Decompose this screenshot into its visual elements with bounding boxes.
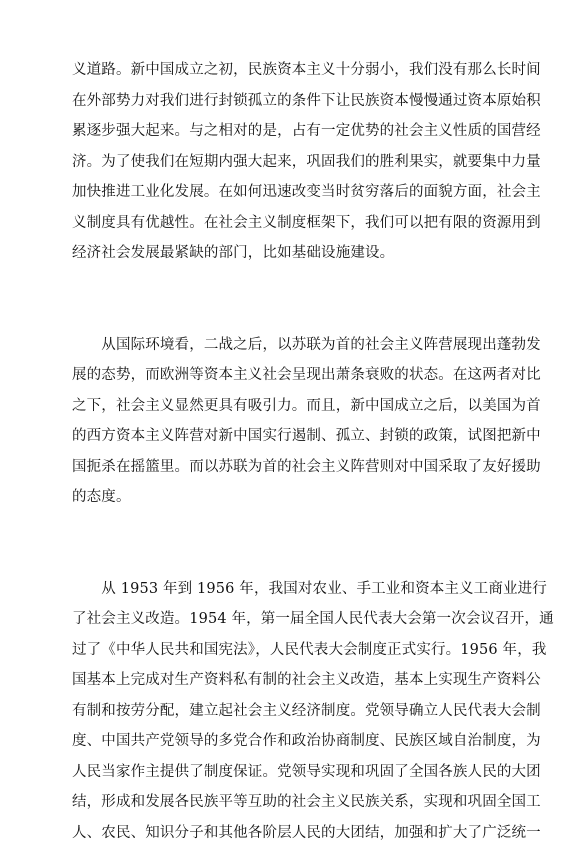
- text-line: 济。为了使我们在短期内强大起来，巩固我们的胜利果实，就要集中力量: [72, 147, 524, 178]
- paragraph-2: [72, 330, 524, 513]
- text-line: 展的态势，而欧洲等资本主义社会呈现出萧条衰败的状态。在这两者对比: [72, 360, 524, 391]
- text-line: 有制和按劳分配，建立起社会主义经济制度。党领导确立人民代表大会制: [72, 696, 524, 727]
- text-line: 经济社会发展最紧缺的部门，比如基础设施建设。: [72, 238, 524, 269]
- text-line: 义道路。新中国成立之初，民族资本主义十分弱小，我们没有那么长时间: [72, 55, 524, 86]
- paragraph-spacer: [72, 513, 524, 574]
- paragraph-1: [72, 55, 524, 269]
- text-line: 结，形成和发展各民族平等互助的社会主义民族关系，实现和巩固全国工: [72, 787, 524, 818]
- text-line: 义制度具有优越性。在社会主义制度框架下，我们可以把有限的资源用到: [72, 208, 524, 239]
- text-line: 累逐步强大起来。与之相对的是，占有一定优势的社会主义性质的国营经: [72, 116, 524, 147]
- text-line: 加快推进工业化发展。在如何迅速改变当时贫穷落后的面貌方面，社会主: [72, 177, 524, 208]
- text-line: 的态度。: [72, 482, 524, 513]
- text-line: 人、农民、知识分子和其他各阶层人民的大团结，加强和扩大了广泛统一: [72, 818, 524, 848]
- text-line: 人民当家作主提供了制度保证。党领导实现和巩固了全国各族人民的大团: [72, 757, 524, 788]
- text-line: 从 1953 年到 1956 年，我国对农业、手工业和资本主义工商业进行: [72, 574, 524, 605]
- paragraph-spacer: [72, 269, 524, 330]
- text-line: 了社会主义改造。1954 年，第一届全国人民代表大会第一次会议召开，通: [72, 604, 524, 635]
- text-line: 之下，社会主义显然更具有吸引力。而且，新中国成立之后，以美国为首: [72, 391, 524, 422]
- text-line: 过了《中华人民共和国宪法》，人民代表大会制度正式实行。1956 年，我: [72, 635, 524, 666]
- text-line: 国扼杀在摇篮里。而以苏联为首的社会主义阵营则对中国采取了友好援助: [72, 452, 524, 483]
- document-body: [72, 55, 524, 848]
- text-line: 的西方资本主义阵营对新中国实行遏制、孤立、封锁的政策，试图把新中: [72, 421, 524, 452]
- paragraph-3: [72, 574, 524, 848]
- text-line: 度、中国共产党领导的多党合作和政治协商制度、民族区域自治制度，为: [72, 726, 524, 757]
- text-line: 国基本上完成对生产资料私有制的社会主义改造，基本上实现生产资料公: [72, 665, 524, 696]
- text-line: 从国际环境看，二战之后，以苏联为首的社会主义阵营展现出蓬勃发: [72, 330, 524, 361]
- text-line: 在外部势力对我们进行封锁孤立的条件下让民族资本慢慢通过资本原始积: [72, 86, 524, 117]
